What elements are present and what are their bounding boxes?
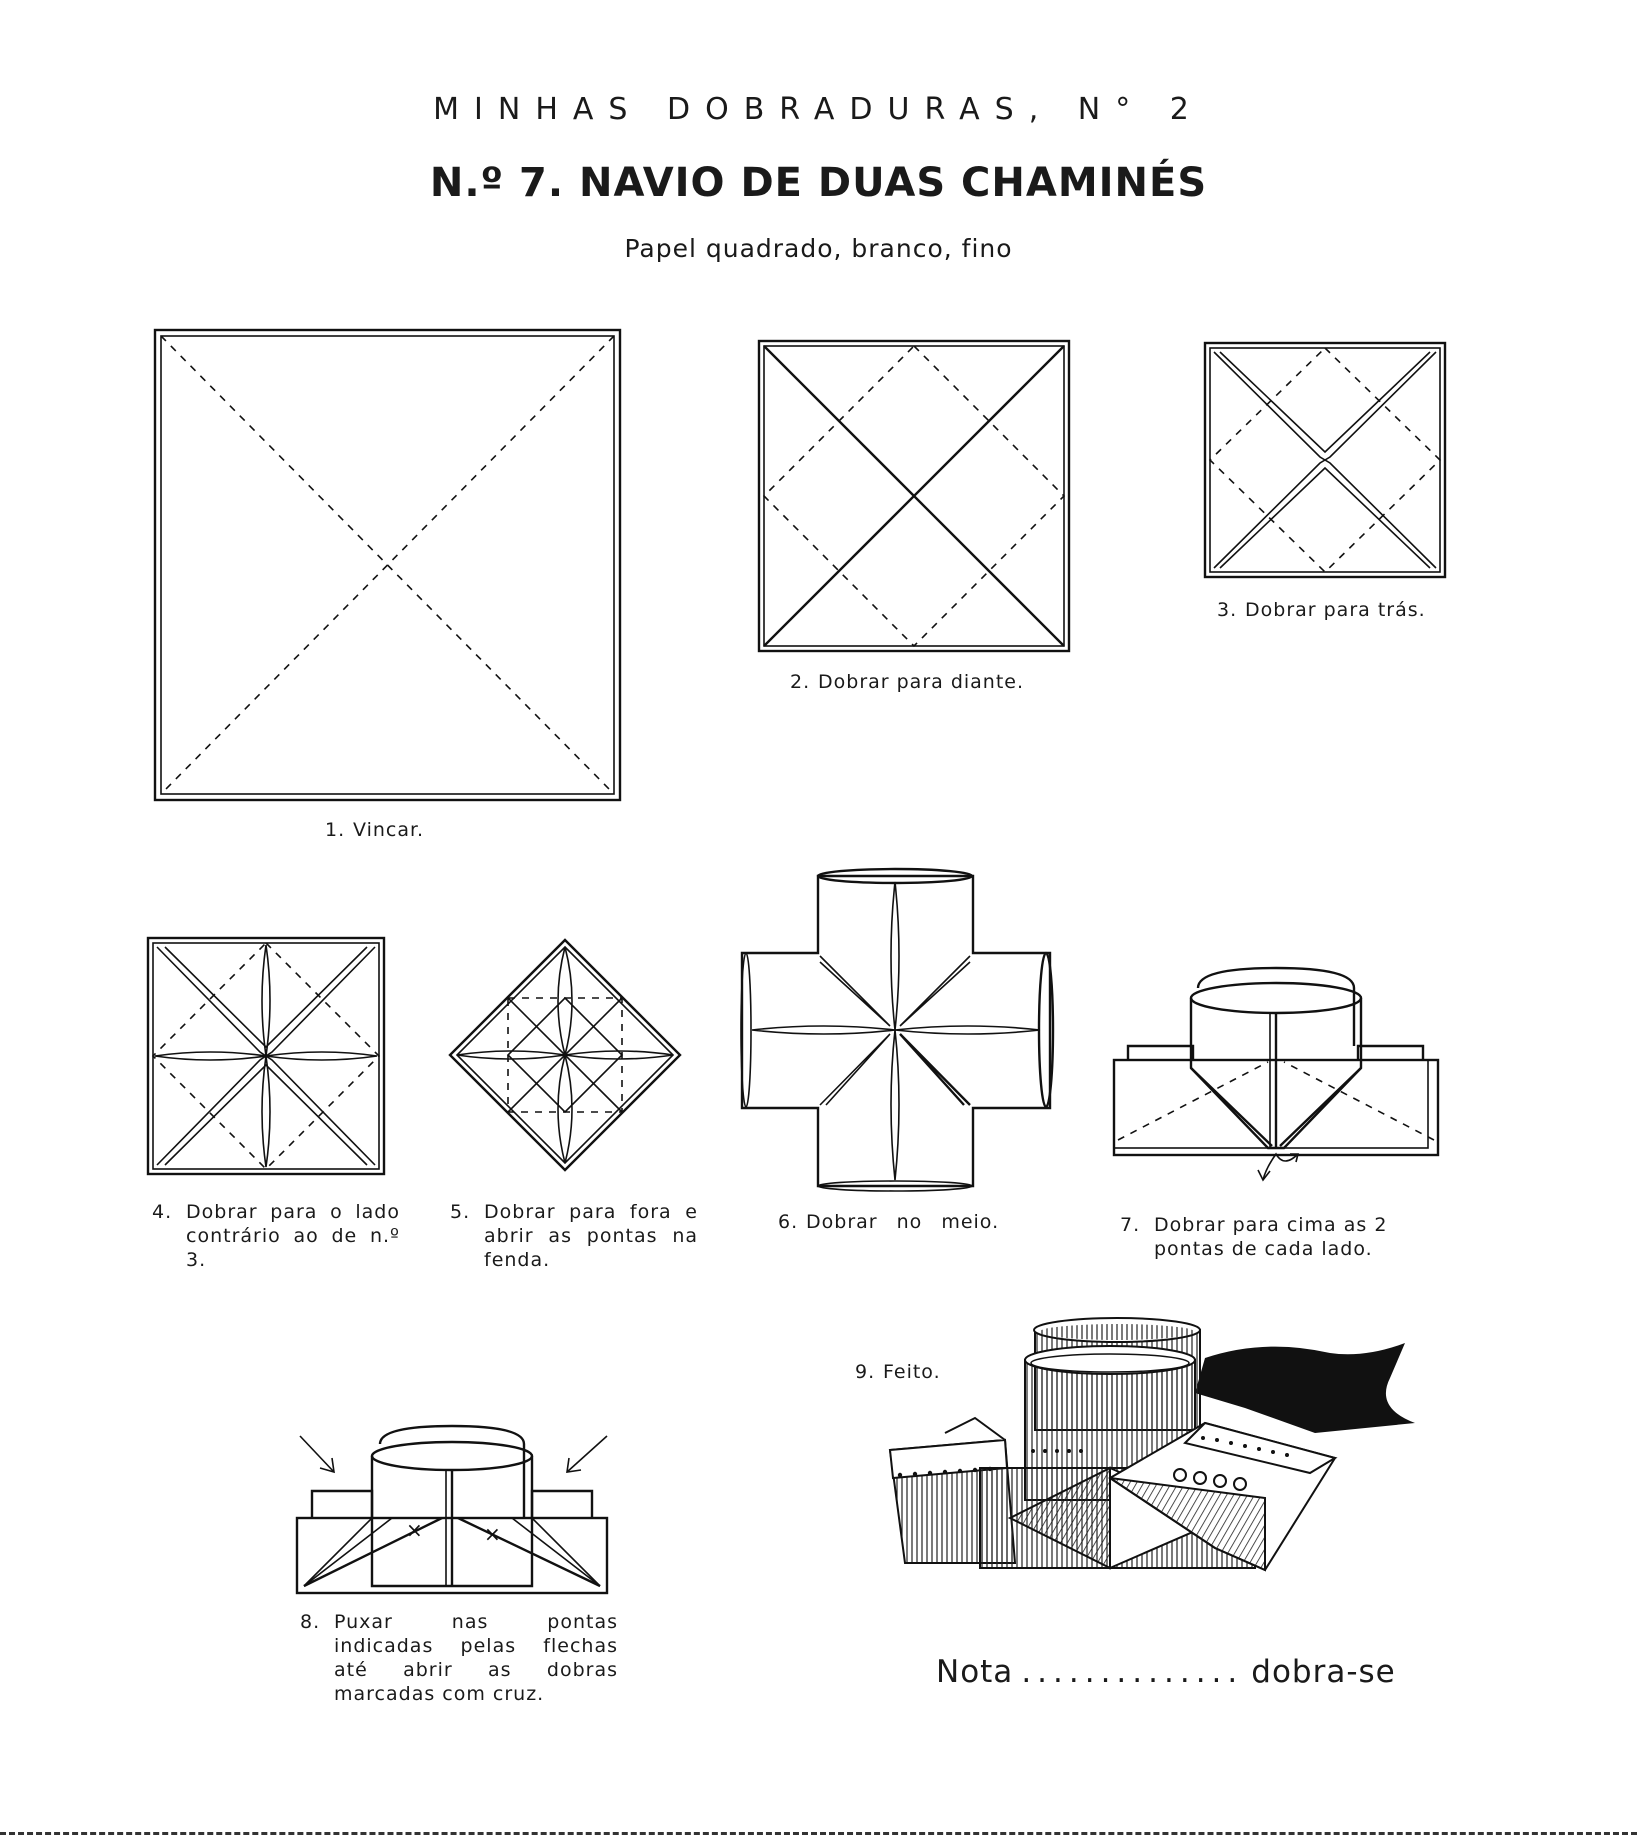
ship-shadow: [1195, 1343, 1415, 1433]
paper-instructions: Papel quadrado, branco, fino: [624, 234, 1013, 263]
fold-up-arrow-icon: [1263, 1154, 1298, 1180]
step-text: Dobrar no meio.: [806, 1211, 1000, 1233]
step-number: 3.: [1217, 599, 1238, 621]
caption-step-3: [1217, 598, 1426, 622]
step-text: Dobrar para trás.: [1245, 599, 1426, 621]
caption-step-6: [778, 1210, 999, 1234]
figure-step-7: [1108, 958, 1448, 1183]
page-bottom-rule: [0, 1832, 1637, 1835]
page-title: N.º 7. NAVIO DE DUAS CHAMINÉS: [429, 160, 1208, 206]
note-label: Nota: [936, 1654, 1014, 1690]
cross-outline: [742, 876, 1050, 1186]
caption-step-8: [300, 1610, 618, 1706]
figure-step-5: [440, 935, 690, 1185]
cross-mark-right: ×: [484, 1522, 501, 1546]
caption-step-4: [152, 1200, 400, 1272]
footer-note: [936, 1654, 1396, 1690]
arrow-right-icon: [567, 1436, 607, 1472]
step-text: Dobrar para diante.: [818, 671, 1025, 693]
cross-mark-left: ×: [406, 1518, 423, 1542]
figure-step-1: [150, 325, 630, 805]
caption-step-1: [325, 818, 424, 842]
step-text: Dobrar para cima as 2 pontas de cada lado.: [1154, 1214, 1388, 1260]
note-suffix: dobra-se: [1251, 1654, 1396, 1690]
step-number: 1.: [325, 819, 346, 841]
figure-step-4: [145, 935, 390, 1180]
step-number: 5.: [450, 1201, 471, 1223]
figure-step-6: [738, 868, 1058, 1193]
figure-step-8: [292, 1408, 622, 1598]
step-number: 7.: [1120, 1214, 1141, 1236]
note-dots: ..............: [1021, 1654, 1244, 1690]
arrow-left-icon: [300, 1436, 334, 1472]
caption-step-5: [450, 1200, 698, 1272]
series-heading: MINHAS DOBRADURAS, N° 2: [433, 92, 1204, 127]
step-text: Puxar nas pontas indicadas pelas flechas até abrir as dobras marcadas com cruz.: [334, 1611, 618, 1705]
step-number: 9.: [855, 1361, 876, 1383]
figure-step-9-finished-ship: [885, 1318, 1415, 1573]
caption-step-7: [1120, 1213, 1440, 1261]
step-text: Dobrar para o lado contrário ao de n.º 3.: [186, 1201, 400, 1271]
step-text: Feito.: [883, 1361, 941, 1383]
step-text: Vincar.: [353, 819, 425, 841]
step-number: 2.: [790, 671, 811, 693]
step-number: 4.: [152, 1201, 173, 1223]
figure-step-3: [1202, 340, 1448, 580]
caption-step-2: [790, 670, 1024, 694]
step-text: Dobrar para fora e abrir as pontas na fenda.: [484, 1201, 698, 1271]
figure-step-2: [755, 337, 1075, 657]
step-number: 6.: [778, 1211, 799, 1233]
step-number: 8.: [300, 1611, 321, 1633]
